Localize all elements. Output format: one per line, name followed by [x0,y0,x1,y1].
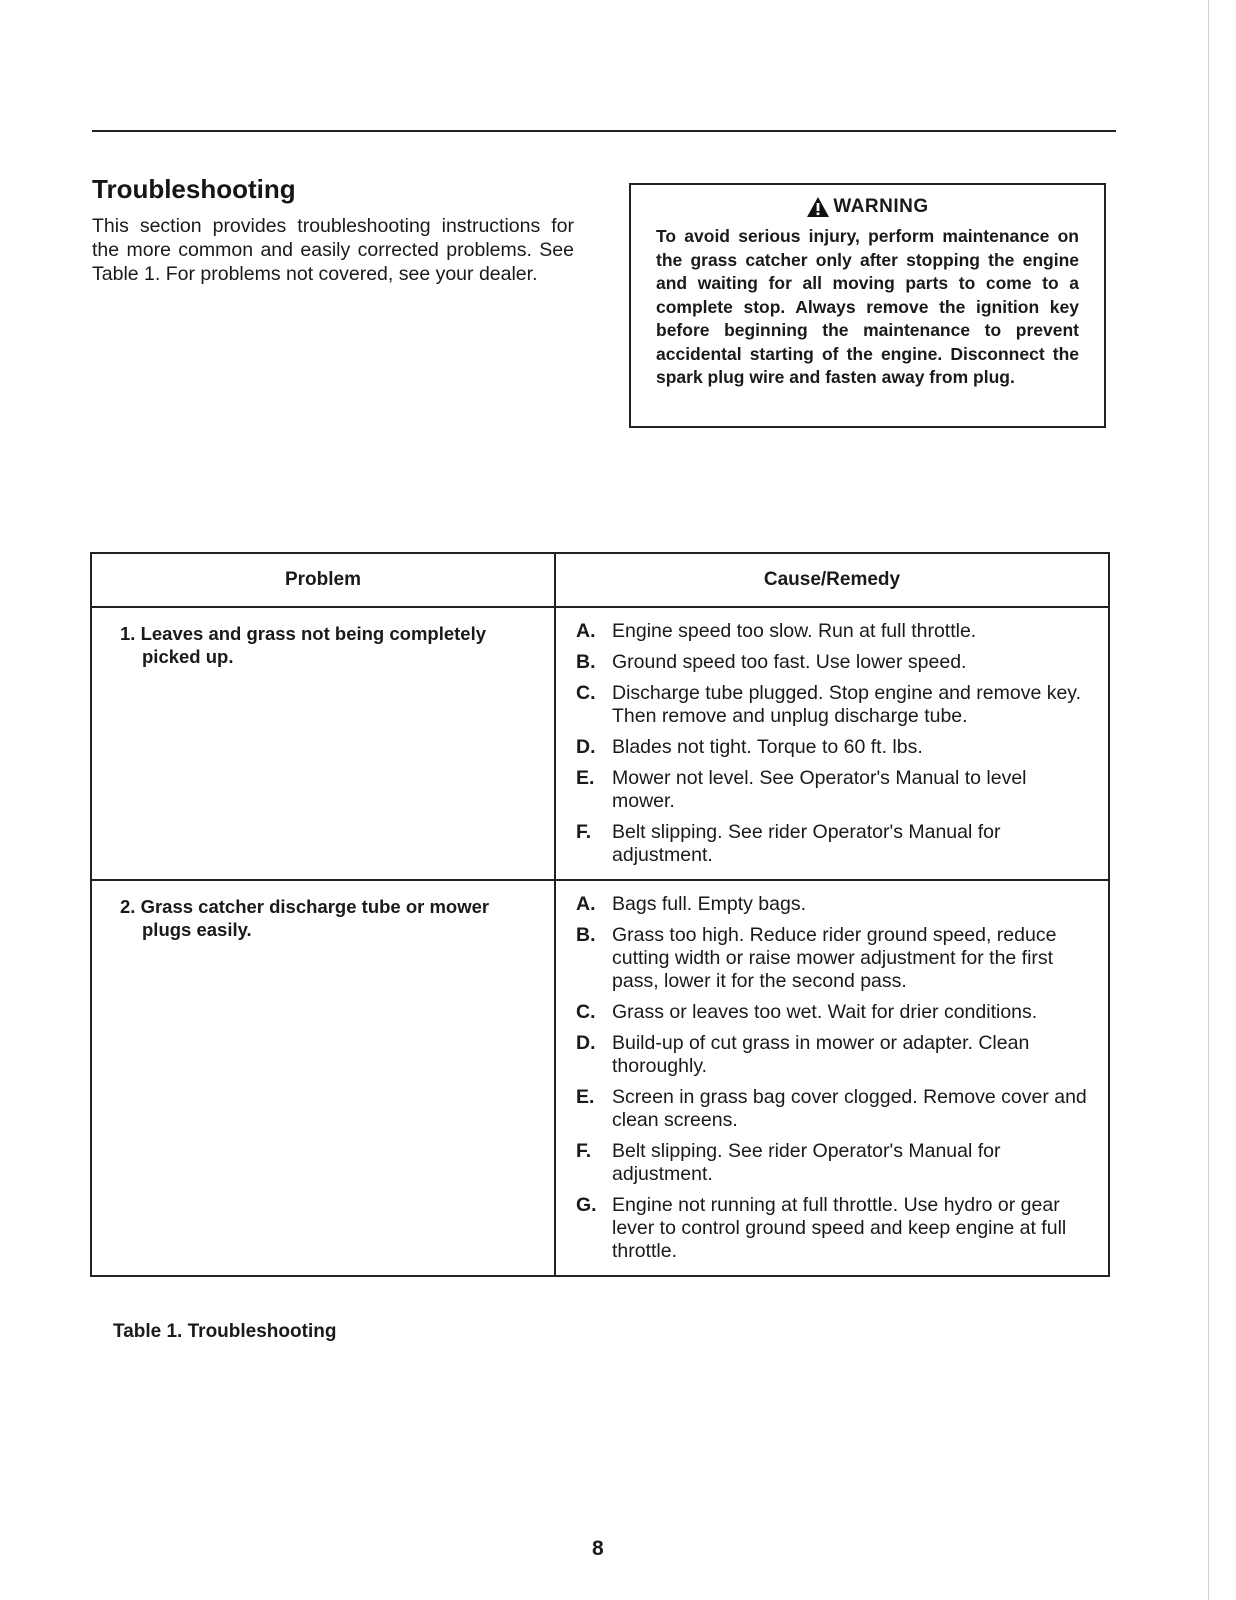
top-rule [92,130,1116,132]
problem-cell [91,607,555,880]
remedy-text: Belt slipping. See rider Operator's Manual for adjustment. [612,821,1001,866]
problem-text: 2. Grass catcher discharge tube or mower plugs easily. [120,896,490,940]
remedy-text: Bags full. Empty bags. [612,893,807,915]
remedy-text: Grass or leaves too wet. Wait for drier conditions. [612,1001,1038,1023]
warning-triangle-icon [806,196,830,218]
remedy-item [576,924,1088,993]
remedy-letter: C. [576,1001,596,1023]
table-caption: Table 1. Troubleshooting [113,1321,337,1342]
remedy-letter: E. [576,1086,595,1108]
remedy-letter: B. [576,651,596,673]
table-header-row [91,553,1109,607]
remedy-letter: A. [576,893,596,915]
remedy-item [576,1032,1088,1078]
remedy-letter: A. [576,620,596,642]
problem-cell [91,880,555,1276]
problem-column-header: Problem [91,553,555,607]
page-number: 8 [592,1537,604,1560]
remedy-letter: G. [576,1194,597,1216]
remedy-text: Discharge tube plugged. Stop engine and remove key. Then remove and unplug discharge tube. [612,682,1082,727]
section-title: Troubleshooting [92,174,296,204]
remedy-item [576,620,1088,643]
remedy-cell [555,880,1109,1276]
remedy-item [576,1194,1088,1263]
warning-header [656,193,1079,221]
remedy-text: Blades not tight. Torque to 60 ft. lbs. [612,736,923,758]
remedy-item [576,736,1088,759]
page-edge [1208,0,1209,1600]
warning-label: WARNING [833,196,929,217]
remedy-list [576,620,1088,867]
troubleshooting-table [90,552,1110,1277]
remedy-item [576,1140,1088,1186]
remedy-text: Build-up of cut grass in mower or adapter. Clean thoroughly. [612,1032,1030,1077]
remedy-text: Engine not running at full throttle. Use hydro or gear lever to control ground speed and keep engine at full throttle. [612,1194,1067,1262]
remedy-letter: E. [576,767,595,789]
remedy-cell [555,607,1109,880]
remedy-text: Screen in grass bag cover clogged. Remove cover and clean screens. [612,1086,1087,1131]
remedy-letter: F. [576,821,592,843]
remedy-letter: D. [576,736,596,758]
warning-box [629,183,1106,428]
remedy-column-header: Cause/Remedy [555,553,1109,607]
remedy-item [576,1001,1088,1024]
problem-text: 1. Leaves and grass not being completely picked up. [120,623,487,667]
remedy-text: Ground speed too fast. Use lower speed. [612,651,967,673]
remedy-text: Belt slipping. See rider Operator's Manual for adjustment. [612,1140,1001,1185]
remedy-text: Mower not level. See Operator's Manual to level mower. [612,767,1027,812]
remedy-item [576,651,1088,674]
remedy-item [576,1086,1088,1132]
remedy-text: Grass too high. Reduce rider ground speed, reduce cutting width or raise mower adjustment for the first pass, lower it for the second pass. [612,924,1057,992]
remedy-letter: C. [576,682,596,704]
warning-text: To avoid serious injury, perform maintenance on the grass catcher only after stopping the engine and waiting for all moving parts to come to a complete stop. Always remove the ignition key before beginning the maintenance to prevent accidental starting of the engine. Disconnect the spark plug wire and fasten away from plug. [656,226,1079,387]
remedy-letter: B. [576,924,596,946]
table-body [91,607,1109,1276]
remedy-letter: F. [576,1140,592,1162]
remedy-text: Engine speed too slow. Run at full throttle. [612,620,977,642]
remedy-item [576,767,1088,813]
table-row [91,607,1109,880]
intro-paragraph: This section provides troubleshooting instructions for the more common and easily corrected problems. See Table 1. For problems not covered, see your dealer. [92,215,574,285]
remedy-list [576,893,1088,1263]
remedy-item [576,821,1088,867]
remedy-item [576,893,1088,916]
remedy-letter: D. [576,1032,596,1054]
table-row [91,880,1109,1276]
remedy-item [576,682,1088,728]
